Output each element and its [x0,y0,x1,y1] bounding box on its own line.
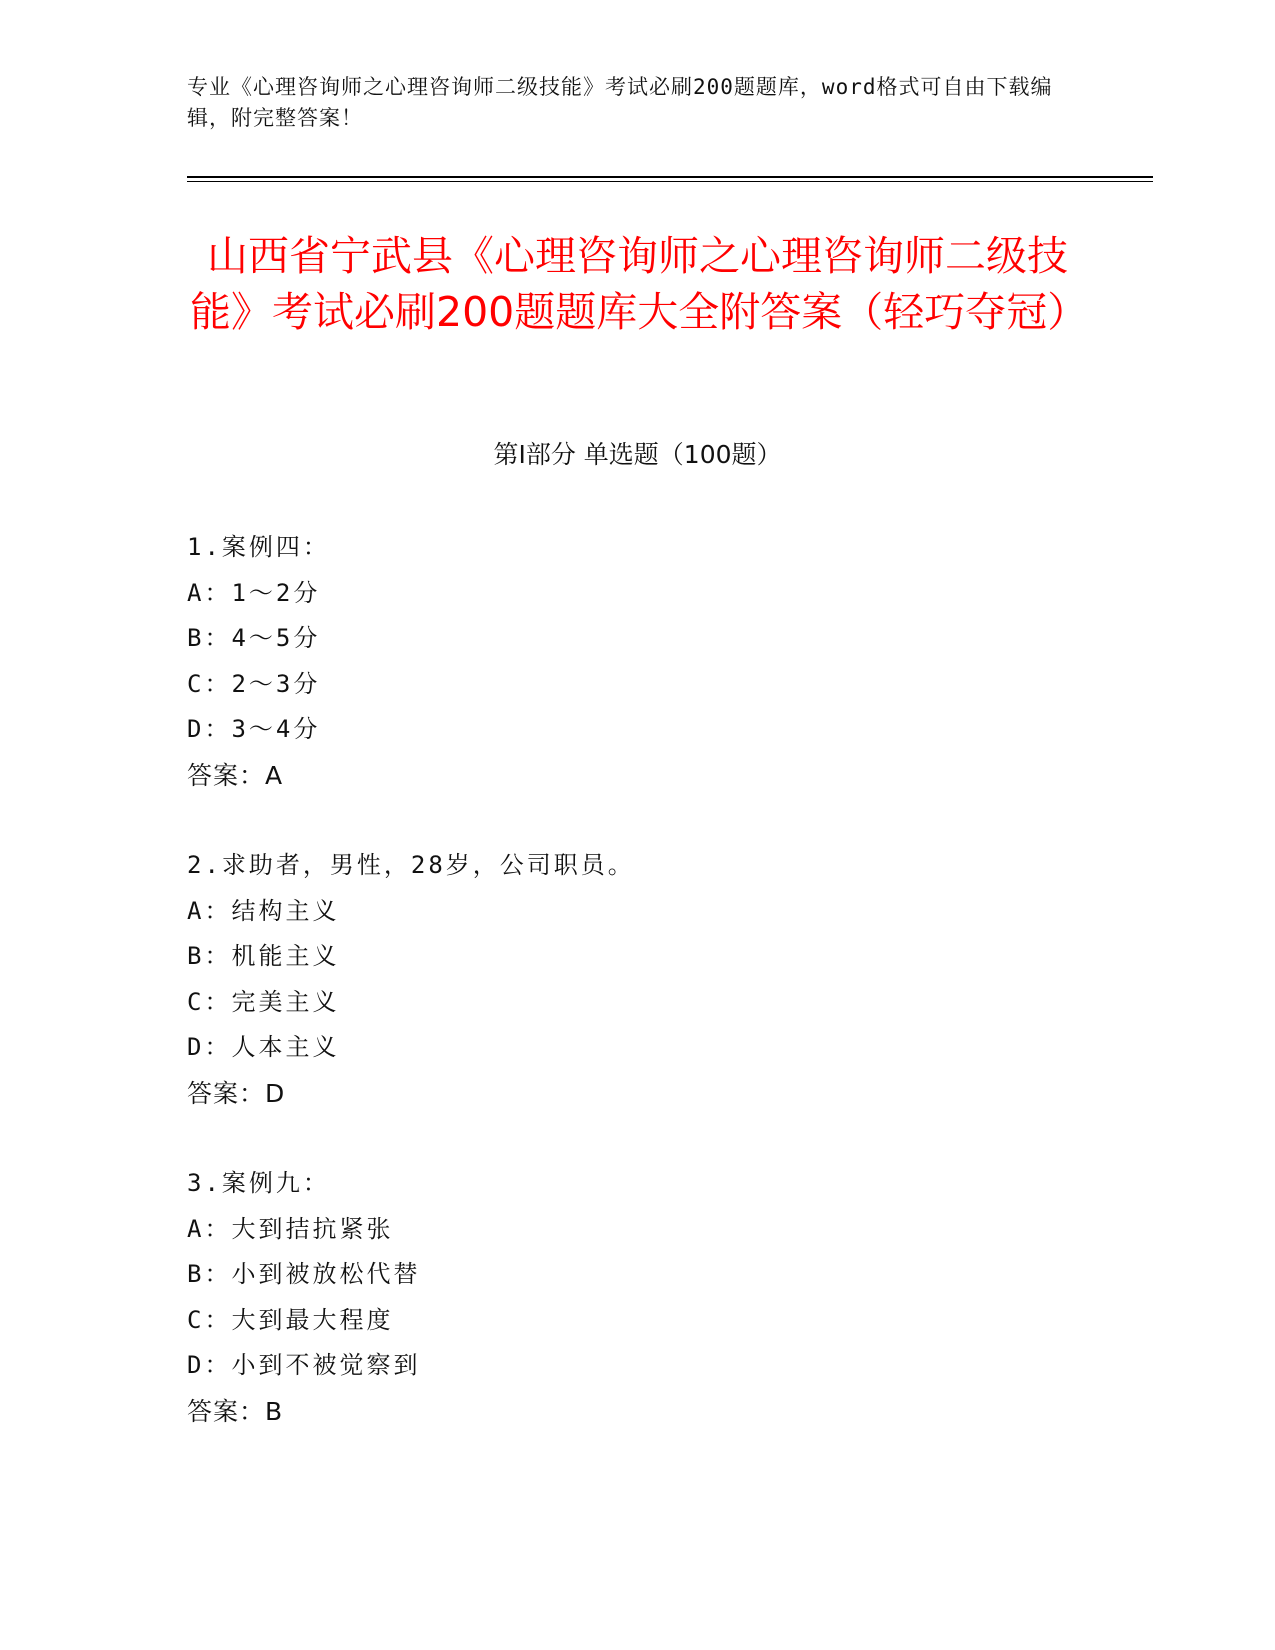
option-d: D：小到不被觉察到 [187,1351,421,1379]
option-a: A：大到拮抗紧张 [187,1214,394,1243]
option-b: B：4～5分 [187,624,321,652]
option-a: A：结构主义 [187,896,340,925]
answer: 答案：D [187,1078,286,1108]
option-c: C：2～3分 [187,669,321,698]
document-title: 山西省宁武县《心理咨询师之心理咨询师二级技能》考试必刷200题题库大全附答案（轻巧夺冠） [190,232,1089,336]
question-3 [187,1161,1087,1434]
option-d: D：3～4分 [187,715,321,743]
header-rule [187,176,1153,178]
option-c: C：大到最大程度 [187,1305,394,1334]
section-heading: 第Ⅰ部分 单选题（100题） [493,440,782,469]
option-b: B：机能主义 [187,942,340,970]
header-rule-thin [187,181,1153,182]
option-d: D：人本主义 [187,1033,340,1061]
question-1 [187,525,1087,798]
answer: 答案：B [187,1396,284,1426]
header-note: 专业《心理咨询师之心理咨询师二级技能》考试必刷200题题库，word格式可自由下载编辑，附完整答案！ [187,75,1053,130]
option-c: C：完美主义 [187,987,340,1016]
option-a: A：1～2分 [187,578,321,607]
question-stem: 3.案例九： [187,1169,330,1197]
question-stem: 1.案例四： [187,533,330,561]
question-2 [187,843,1087,1116]
answer: 答案：A [187,760,284,790]
option-b: B：小到被放松代替 [187,1260,421,1288]
question-stem: 2.求助者，男性，28岁，公司职员。 [187,851,635,879]
